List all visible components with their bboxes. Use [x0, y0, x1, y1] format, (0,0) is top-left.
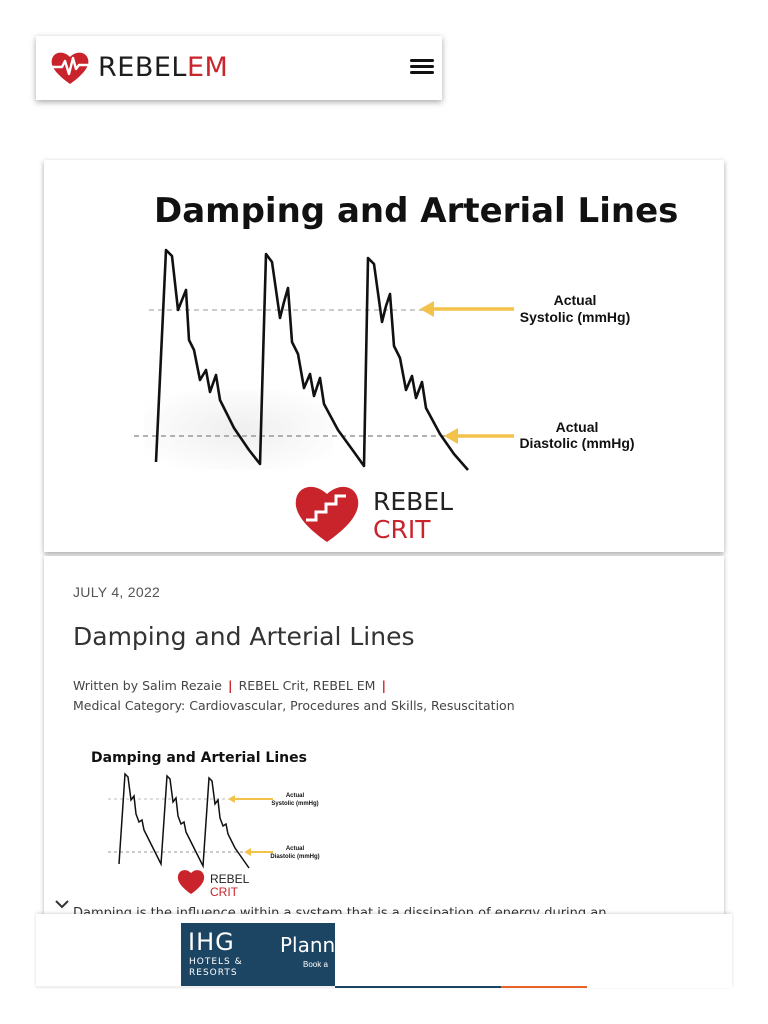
thumb-title: Damping and Arterial Lines — [91, 750, 307, 766]
rebel-crit-heart-icon — [296, 487, 358, 542]
systolic-label-2: Systolic (mmHg) — [519, 309, 631, 325]
ad-brand-sub: HOTELS & RESORTS — [189, 957, 243, 978]
ad-divider — [335, 986, 501, 988]
logo-em-text: EM — [186, 52, 229, 83]
logo-wordmark — [98, 50, 228, 86]
damping-graphic — [44, 160, 724, 552]
ad-divider — [501, 986, 587, 988]
brand-rebel-text: REBEL — [373, 487, 454, 516]
thumb-diastolic-1: Actual — [285, 846, 305, 852]
ad-brand-logo: IHG — [188, 928, 235, 956]
heart-pulse-icon — [50, 50, 90, 86]
post-date: JULY 4, 2022 — [73, 584, 161, 600]
logo-rebel-text: REBEL — [98, 52, 187, 83]
post-categories[interactable]: REBEL Crit, REBEL EM — [238, 678, 376, 693]
featured-image[interactable] — [44, 160, 724, 552]
ad-headline: Plann — [280, 933, 335, 957]
systolic-label-1: Actual — [553, 292, 597, 308]
hamburger-icon[interactable] — [410, 56, 434, 80]
post-medical-category[interactable]: Medical Category: Cardiovascular, Procedures and Skills, Resuscitation — [73, 698, 515, 713]
diastolic-label-1: Actual — [555, 419, 599, 435]
ad-banner — [36, 914, 732, 988]
thumb-brand-crit: CRIT — [210, 885, 238, 899]
ad-divider — [36, 986, 336, 988]
thumb-systolic-2: Systolic (mmHg) — [271, 801, 319, 807]
post-thumbnail[interactable] — [73, 736, 351, 900]
brand-crit-text: CRIT — [373, 515, 431, 544]
graphic-title: Damping and Arterial Lines — [154, 191, 679, 231]
post-meta — [73, 676, 515, 716]
ihg-ad[interactable] — [181, 923, 335, 987]
site-header — [36, 36, 442, 100]
thumb-systolic-1: Actual — [285, 793, 305, 799]
ad-subline: Book a — [303, 960, 328, 969]
post-title[interactable]: Damping and Arterial Lines — [73, 622, 415, 651]
chevron-down-icon[interactable] — [54, 898, 70, 910]
diastolic-label-2: Diastolic (mmHg) — [519, 435, 635, 451]
post-author[interactable]: Written by Salim Rezaie — [73, 678, 222, 693]
post-card — [44, 556, 724, 926]
meta-separator: | — [228, 678, 233, 693]
thumb-diastolic-2: Diastolic (mmHg) — [270, 854, 320, 860]
thumb-brand-rebel: REBEL — [210, 872, 250, 886]
site-logo[interactable] — [50, 50, 228, 86]
meta-separator: | — [381, 678, 387, 693]
